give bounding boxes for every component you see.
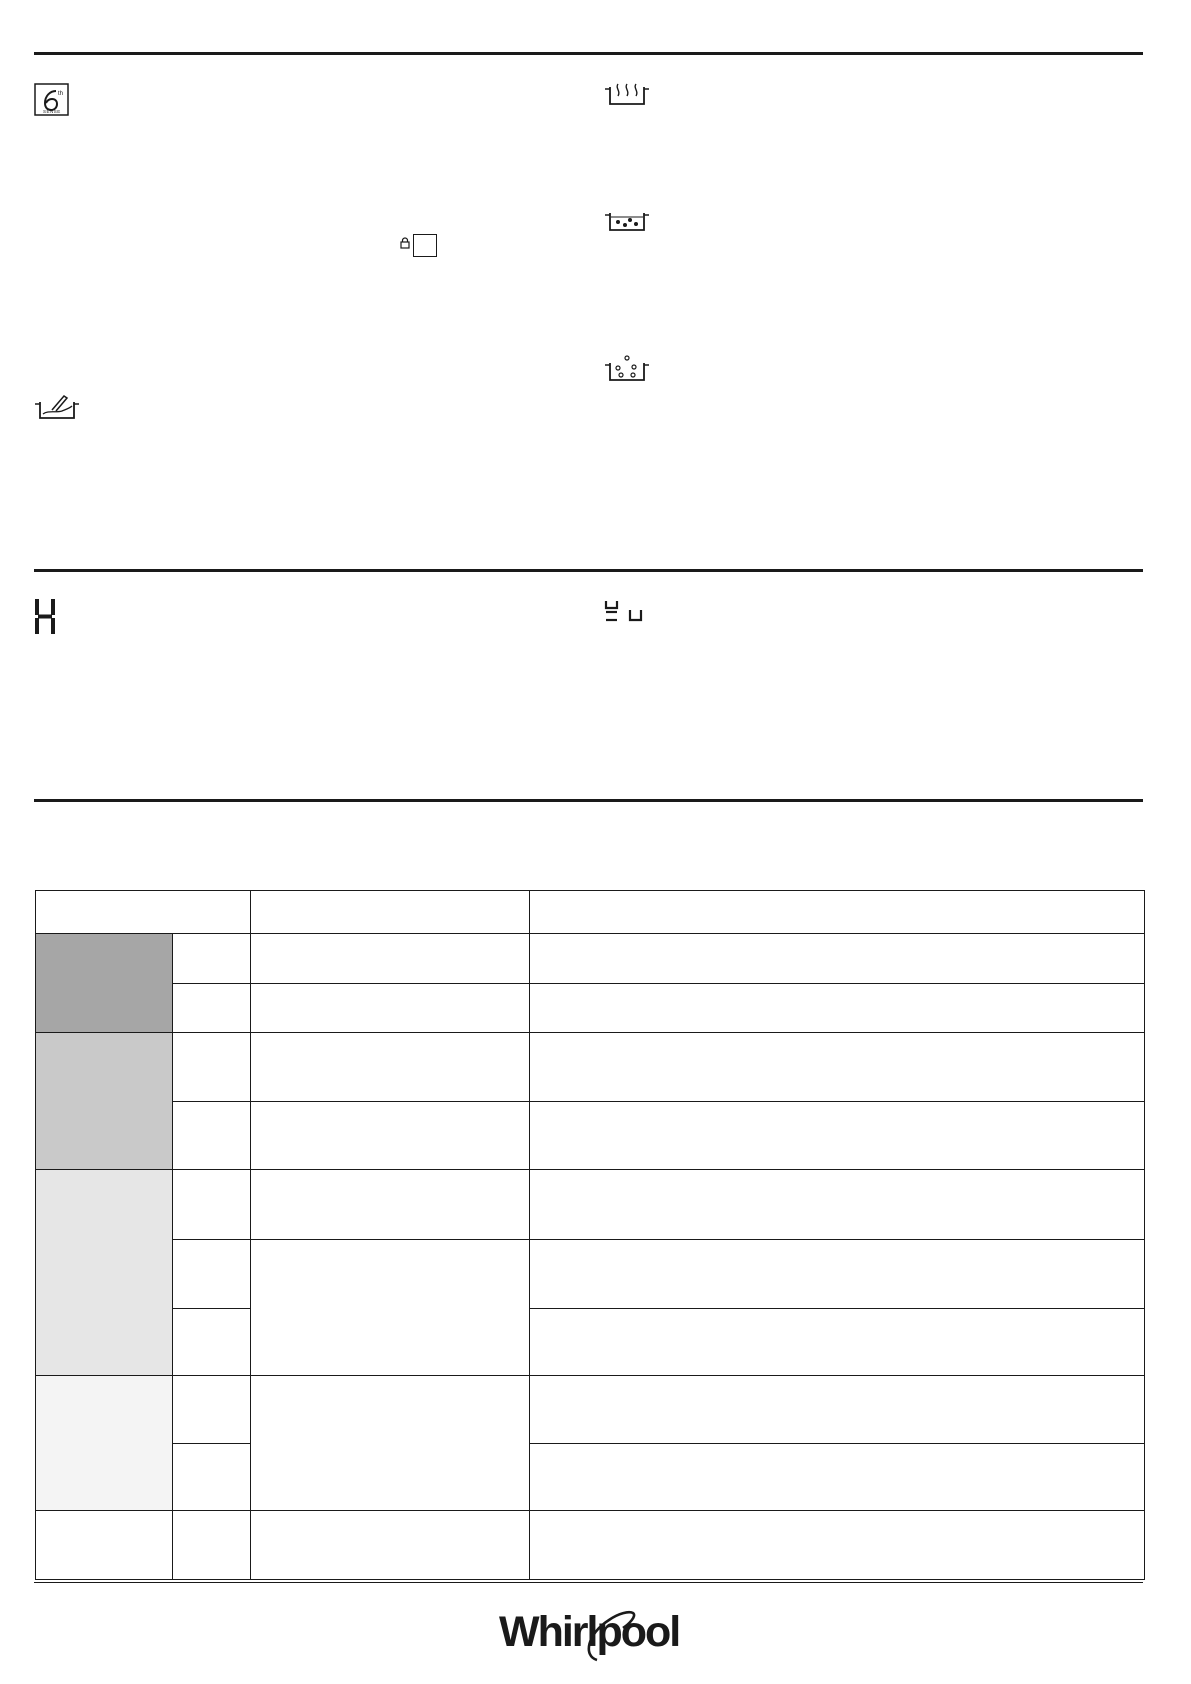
description-cell [530, 1170, 1145, 1240]
sixth-sense-icon [34, 83, 70, 117]
level-cell [173, 934, 251, 984]
level-cell [173, 1444, 251, 1511]
description-cell [530, 1102, 1145, 1170]
table-row [36, 984, 1145, 1033]
boil-icon [604, 354, 650, 384]
table-row [36, 1033, 1145, 1102]
level-cell [173, 984, 251, 1033]
table-row [36, 1309, 1145, 1376]
use-cell [251, 1240, 530, 1376]
group-cell-low [36, 1376, 173, 1511]
footer-rule [34, 1582, 1143, 1583]
description-cell [530, 1033, 1145, 1102]
group-cell-medium [36, 1170, 173, 1376]
keep-warm-icon [604, 80, 650, 108]
table-header-description [530, 891, 1145, 934]
table-header-row [36, 891, 1145, 934]
table-header-level [36, 891, 251, 934]
use-cell [251, 1511, 530, 1580]
power-levels-table [35, 890, 1145, 1580]
table-row [36, 934, 1145, 984]
level-cell [173, 1309, 251, 1376]
use-cell [251, 934, 530, 984]
svg-text:th: th [58, 91, 64, 97]
whirlpool-logo [497, 1600, 687, 1670]
residual-heat-h-icon [34, 598, 56, 636]
lock-icon [400, 236, 410, 248]
lock-key-box [413, 234, 437, 257]
description-cell [530, 934, 1145, 984]
level-cell [173, 1033, 251, 1102]
top-rule [34, 52, 1143, 55]
description-cell [530, 1511, 1145, 1580]
use-cell [251, 1376, 530, 1511]
level-cell [173, 1240, 251, 1309]
group-cell-high [36, 1033, 173, 1170]
melt-icon [34, 392, 80, 422]
svg-text:Whirlpool: Whirlpool [499, 1608, 680, 1656]
table-row [36, 1170, 1145, 1240]
simmer-icon [604, 206, 650, 234]
table-row [36, 1444, 1145, 1511]
level-cell [173, 1511, 251, 1580]
table-row [36, 1511, 1145, 1580]
error-code-icon [604, 599, 644, 623]
use-cell [251, 984, 530, 1033]
table-row [36, 1376, 1145, 1444]
level-cell [173, 1170, 251, 1240]
use-cell [251, 1170, 530, 1240]
use-cell [251, 1033, 530, 1102]
description-cell [530, 1240, 1145, 1309]
level-cell [173, 1102, 251, 1170]
description-cell [530, 1444, 1145, 1511]
description-cell [530, 984, 1145, 1033]
table-row [36, 1240, 1145, 1309]
svg-text:SENSE: SENSE [43, 109, 61, 114]
level-cell [173, 1376, 251, 1444]
table-row [36, 1102, 1145, 1170]
group-cell-max [36, 934, 173, 1033]
description-cell [530, 1309, 1145, 1376]
description-cell [530, 1376, 1145, 1444]
group-cell-off [36, 1511, 173, 1580]
table-header-use [251, 891, 530, 934]
use-cell [251, 1102, 530, 1170]
section-divider-1 [34, 569, 1143, 572]
section-divider-2 [34, 799, 1143, 802]
